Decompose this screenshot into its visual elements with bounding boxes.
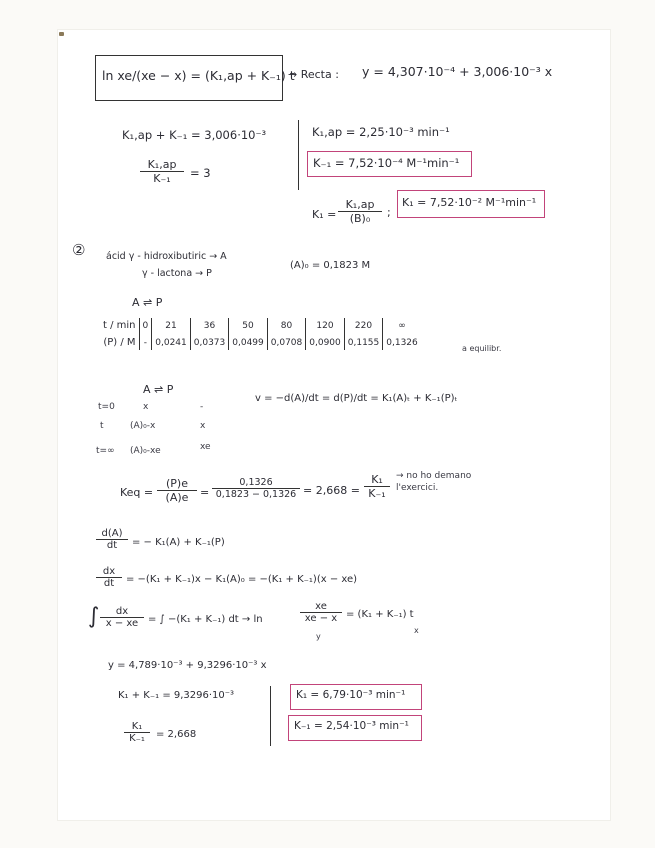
table-cell: 220 (344, 318, 383, 335)
deriv-l2-num: dx (96, 566, 122, 578)
deriv-l1-den: dt (106, 540, 118, 551)
table-note: a equilibr. (462, 344, 502, 353)
problem2-equil: A ⇌ P (132, 296, 163, 309)
deriv-x-label: x (414, 626, 419, 635)
deriv-l1: = − K₁(A) + K₋₁(P) (132, 537, 225, 548)
problem2-line-b: γ - lactona → P (142, 268, 212, 279)
kinetics-row-0-a: x (143, 402, 149, 412)
deriv-l3-end: = (K₁ + K₋₁) t (346, 609, 414, 620)
block1-k1-den: (B)₀ (349, 212, 371, 225)
table-cell: 0,1326 (383, 335, 421, 350)
table-cell: 120 (306, 318, 345, 335)
deriv-y-label: y (316, 632, 321, 641)
kinetics-row-2-p: xe (200, 442, 211, 452)
deriv-l1-num: d(A) (96, 528, 128, 540)
kinetics-row-1-t: t (100, 421, 104, 431)
final-k1: K₁ = 6,79·10⁻³ min⁻¹ (296, 689, 406, 701)
block1-ratio-num: K₁,ap (140, 158, 184, 172)
kinetics-row-2-t: t=∞ (96, 446, 115, 456)
keq-note: → no ho demano l'exercici. (396, 471, 472, 493)
deriv-integral-sign: ∫ (88, 604, 100, 629)
table-cell: 0,1155 (344, 335, 383, 350)
keq-f3-num: K₁ (364, 473, 390, 487)
deriv-l3-mid: = ∫ −(K₁ + K₋₁) dt → ln (148, 614, 263, 625)
keq-f3 (364, 473, 390, 500)
keq-f1-num: (P)e (157, 477, 197, 491)
deriv-l3-int-den: x − xe (105, 618, 139, 629)
keq-f3-den: K₋₁ (368, 487, 386, 500)
table-cell: 0,0499 (229, 335, 268, 350)
deriv-l2: = −(K₁ + K₋₁)x − K₁(A)₀ = −(K₁ + K₋₁)(x − xe) (126, 574, 358, 585)
final-ratio-den: K₋₁ (129, 733, 145, 744)
keq-f2 (212, 477, 300, 500)
table-cell: 50 (229, 318, 268, 335)
block1-ratio-val: = 3 (190, 166, 211, 180)
block1-sum: K₁,ap + K₋₁ = 3,006·10⁻³ (122, 128, 267, 142)
table-cell: 80 (267, 318, 306, 335)
table-cell: 0,0241 (152, 335, 191, 350)
header-recta: y = 4,307·10⁻⁴ + 3,006·10⁻³ x (362, 64, 553, 79)
final-ratio-num: K₁ (124, 721, 150, 733)
deriv-l3-int (100, 606, 144, 629)
keq-f2-den: 0,1823 − 0,1326 (215, 489, 297, 500)
deriv-l3-ln-num: xe (300, 601, 342, 613)
table-row-p (100, 335, 421, 350)
table-cell: - (139, 335, 152, 350)
block1-km1: K₋₁ = 7,52·10⁻⁴ M⁻¹min⁻¹ (313, 156, 460, 170)
table-cell: 21 (152, 318, 191, 335)
keq-val: = 2,668 = (303, 484, 360, 497)
problem2-a0: (A)₀ = 0,1823 M (290, 260, 371, 271)
kinetics-rate: v = −d(A)/dt = d(P)/dt = K₁(A)ₜ + K₋₁(P)ₜ (255, 393, 458, 404)
block1-k1-result: K₁ = 7,52·10⁻² M⁻¹min⁻¹ (402, 196, 537, 209)
kinetics-react: A ⇌ P (143, 383, 174, 396)
keq-f2-num: 0,1326 (212, 477, 300, 489)
final-km1: K₋₁ = 2,54·10⁻³ min⁻¹ (294, 720, 409, 732)
block1-k1-num: K₁,ap (338, 198, 382, 212)
final-brace (270, 686, 271, 746)
deriv-l3-int-num: dx (100, 606, 144, 618)
kinetics-row-0-t: t=0 (98, 402, 115, 412)
kinetics-row-1-p: x (200, 421, 206, 431)
block1-ratio-den: K₋₁ (153, 172, 171, 185)
block1-k1-prefix: K₁ = (312, 208, 337, 221)
keq-eq: = (200, 486, 210, 499)
kinetics-row-2-a: (A)₀-xe (130, 446, 161, 456)
block1-k1-fraction (338, 198, 382, 225)
table-cell: 0 (139, 318, 152, 335)
block1-brace (298, 120, 299, 190)
table-cell: 0,0373 (190, 335, 229, 350)
kinetics-row-0-p: - (200, 402, 204, 412)
page-mark (59, 32, 64, 36)
deriv-l3-ln (300, 601, 342, 624)
final-ratio (124, 721, 150, 744)
block1-k1ap: K₁,ap = 2,25·10⁻³ min⁻¹ (312, 125, 450, 139)
deriv-l2-den: dt (103, 578, 115, 589)
problem2-line-a: ácid γ - hidroxibutiric → A (106, 251, 227, 262)
keq-f1-den: (A)e (165, 491, 189, 504)
table-label-p: (P) / M (103, 337, 136, 348)
block1-ratio (140, 158, 184, 185)
table-cell: 0,0708 (267, 335, 306, 350)
deriv-l1-frac (96, 528, 128, 551)
data-table (100, 318, 421, 350)
final-ratio-val: = 2,668 (156, 729, 197, 740)
keq-f1 (157, 477, 197, 504)
final-sum: K₁ + K₋₁ = 9,3296·10⁻³ (118, 690, 235, 701)
keq-lhs: Keq = (120, 486, 154, 499)
table-cell: 36 (190, 318, 229, 335)
table-cell: 0,0900 (306, 335, 345, 350)
header-arrow-text: → Recta : (288, 68, 339, 81)
block1-k1-sep: ; (387, 206, 391, 219)
table-label-t: t / min (103, 320, 136, 331)
deriv-l3-ln-den: xe − x (304, 613, 338, 624)
header-equation: ln xe/(xe − x) = (K₁,ap + K₋₁) t (102, 68, 295, 83)
table-cell: ∞ (383, 318, 421, 335)
deriv-l2-frac (96, 566, 122, 589)
deriv-fit: y = 4,789·10⁻³ + 9,3296·10⁻³ x (108, 660, 267, 671)
table-row-t (100, 318, 421, 335)
problem2-number: ② (72, 241, 86, 259)
kinetics-row-1-a: (A)₀-x (130, 421, 156, 431)
